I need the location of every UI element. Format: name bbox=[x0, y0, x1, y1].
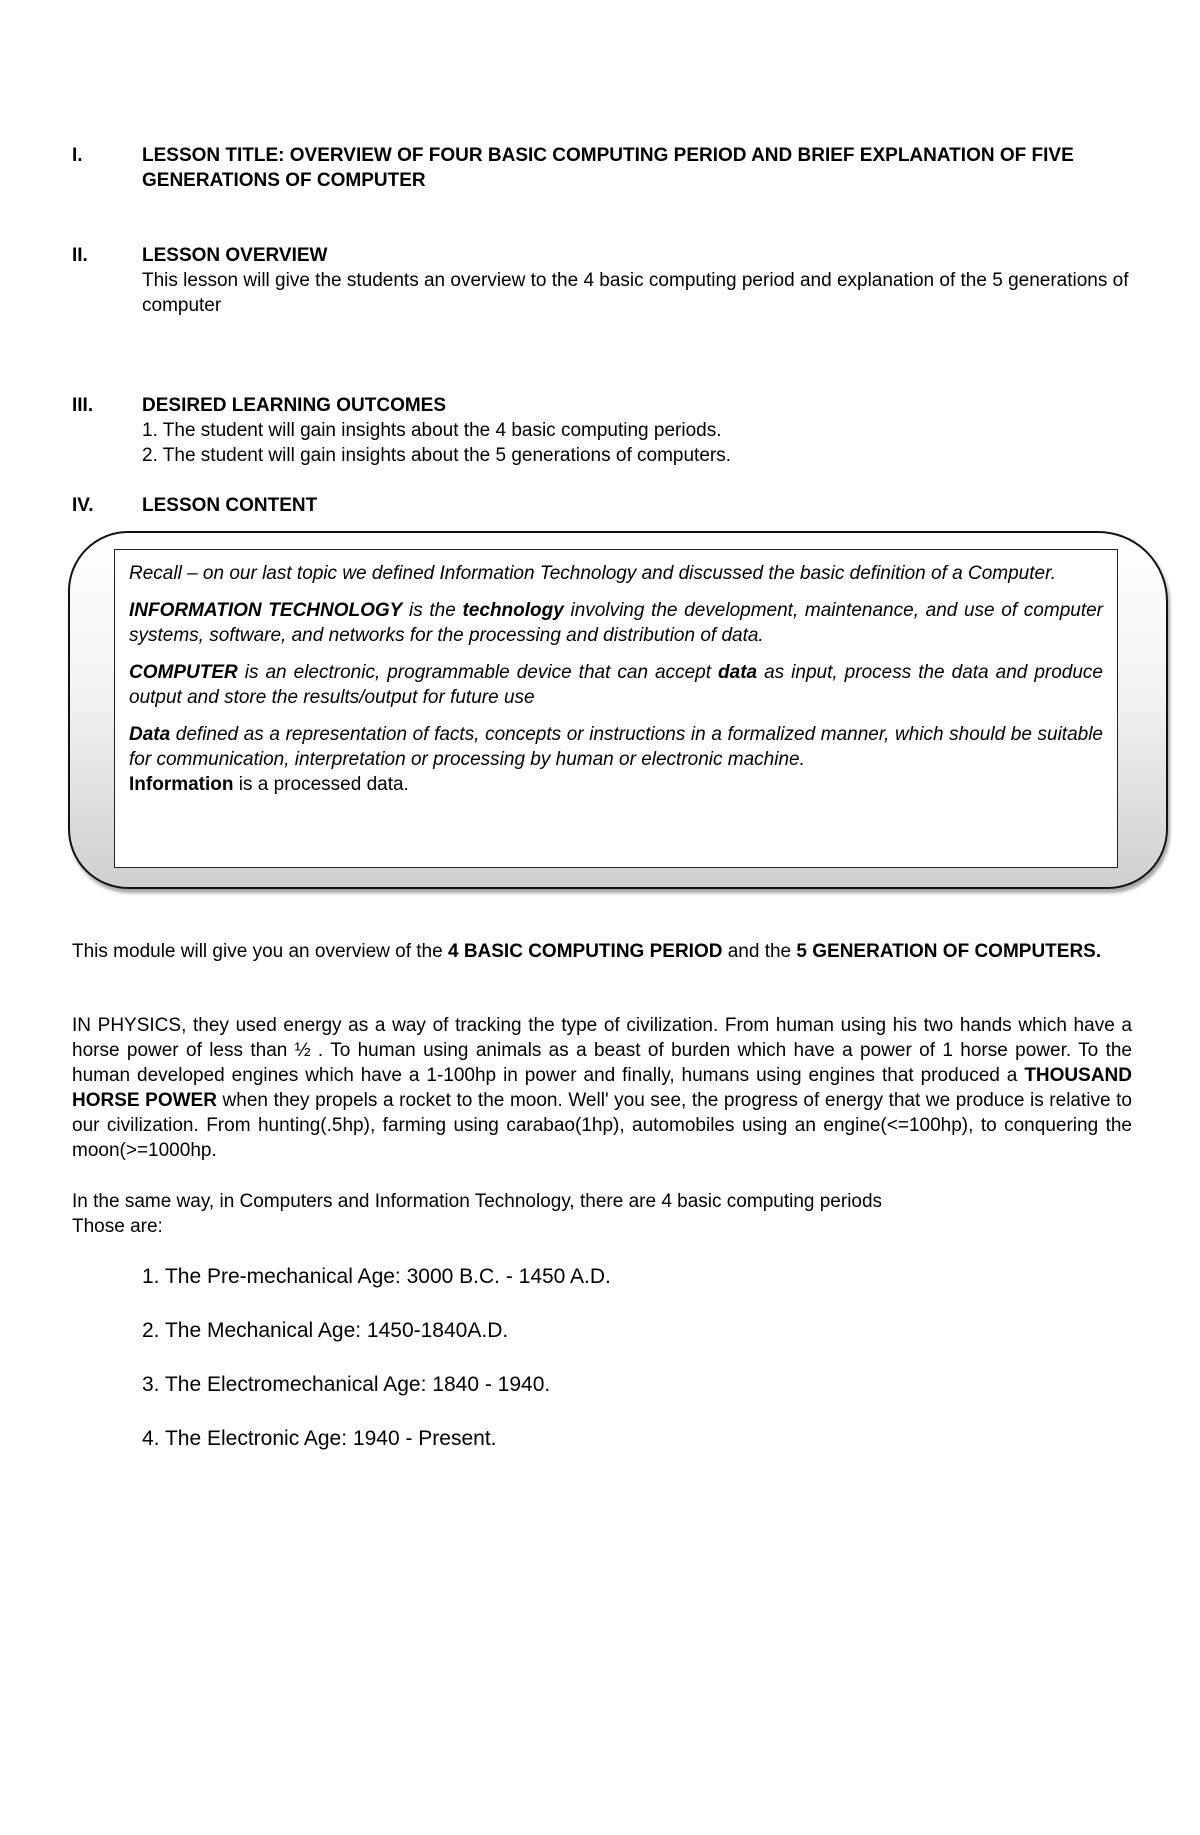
section-lesson-overview bbox=[72, 243, 1132, 318]
computer-term: COMPUTER bbox=[129, 662, 238, 683]
it-text: involving the development, maintenance, and use of computer systems, software, and networks for the processing and distribution of data. bbox=[129, 600, 1103, 646]
section-heading: LESSON OVERVIEW bbox=[142, 245, 328, 266]
physics-text: when they propels a rocket to the moon. Well' you see, the progress of energy that we produce is relative to our civilization. From hunting(.5hp), farming using carabao(1hp), automobiles using an engine(<=100hp), to conquering the moon(>=1000hp. bbox=[72, 1090, 1133, 1161]
section-number: IV. bbox=[72, 495, 94, 516]
overview-text: This lesson will give the students an overview to the 4 basic computing period and explanation of the 5 generations of computer bbox=[142, 270, 1129, 316]
period-item: 2. The Mechanical Age: 1450-1840A.D. bbox=[142, 1319, 509, 1342]
computer-text: as input, process the data and produce output and store the results/output for future use bbox=[129, 662, 1104, 708]
periods-intro-line: Those are: bbox=[72, 1216, 163, 1237]
outcome-item: 2. The student will gain insights about the 5 generations of computers. bbox=[142, 445, 732, 466]
information-text: is a processed data. bbox=[233, 774, 409, 795]
period-item: 4. The Electronic Age: 1940 - Present. bbox=[142, 1427, 497, 1450]
computer-definition bbox=[129, 660, 1103, 710]
data-text: defined as a representation of facts, concepts or instructions in a formalized manner, which should be suitable for communication, interpretation or processing by human or electronic machine. bbox=[129, 724, 1103, 770]
module-intro bbox=[72, 939, 1132, 964]
intro-bold: 4 BASIC COMPUTING PERIOD bbox=[447, 941, 723, 962]
it-definition bbox=[129, 598, 1103, 648]
section-number: II. bbox=[72, 245, 88, 266]
data-term: Data bbox=[129, 724, 171, 745]
outcome-item: 1. The student will gain insights about the 4 basic computing periods. bbox=[142, 420, 722, 441]
periods-intro-line: In the same way, in Computers and Information Technology, there are 4 basic computing periods bbox=[72, 1191, 883, 1212]
periods-intro bbox=[72, 1189, 1132, 1239]
technology-term: technology bbox=[462, 600, 564, 621]
section-learning-outcomes bbox=[72, 393, 1132, 468]
period-item: 3. The Electromechanical Age: 1840 - 1940. bbox=[142, 1373, 551, 1396]
recall-box bbox=[114, 549, 1118, 868]
physics-bold: THOUSAND HORSE POWER bbox=[72, 1065, 1132, 1111]
it-term: INFORMATION TECHNOLOGY bbox=[129, 600, 403, 621]
computer-text: is an electronic, programmable device that can accept bbox=[237, 662, 719, 683]
section-number: I. bbox=[72, 145, 83, 166]
section-number: III. bbox=[72, 395, 94, 416]
recall-text: Recall – on our last topic we defined Information Technology and discussed the basic definition of a Computer. bbox=[129, 563, 1056, 584]
intro-text: This module will give you an overview of the bbox=[72, 941, 448, 962]
section-lesson-content bbox=[72, 493, 1132, 518]
section-heading: DESIRED LEARNING OUTCOMES bbox=[142, 395, 447, 416]
intro-bold: 5 GENERATION OF COMPUTERS. bbox=[796, 941, 1102, 962]
section-heading: LESSON CONTENT bbox=[142, 495, 318, 516]
information-term: Information bbox=[129, 774, 234, 795]
physics-text: IN PHYSICS, they used energy as a way of tracking the type of civilization. From human using his two hands which have a horse power of less than ½ . To human using animals as a beast of burden which have a power of 1 horse power. To the human developed engines which have a 1-100hp in power and finally, humans using engines that produced a bbox=[72, 1015, 1132, 1086]
section-lesson-title bbox=[72, 143, 1132, 193]
computing-periods-list bbox=[142, 1263, 1042, 1479]
data-definition bbox=[129, 722, 1103, 797]
it-text: is the bbox=[402, 600, 463, 621]
data-term: data bbox=[718, 662, 758, 683]
intro-text: and the bbox=[722, 941, 797, 962]
lesson-title: LESSON TITLE: OVERVIEW OF FOUR BASIC COMPUTING PERIOD AND BRIEF EXPLANATION OF FIVE GENERATIONS OF COMPUTER bbox=[142, 145, 1074, 191]
period-item: 1. The Pre-mechanical Age: 3000 B.C. - 1450 A.D. bbox=[142, 1265, 611, 1288]
physics-paragraph bbox=[72, 1013, 1132, 1163]
